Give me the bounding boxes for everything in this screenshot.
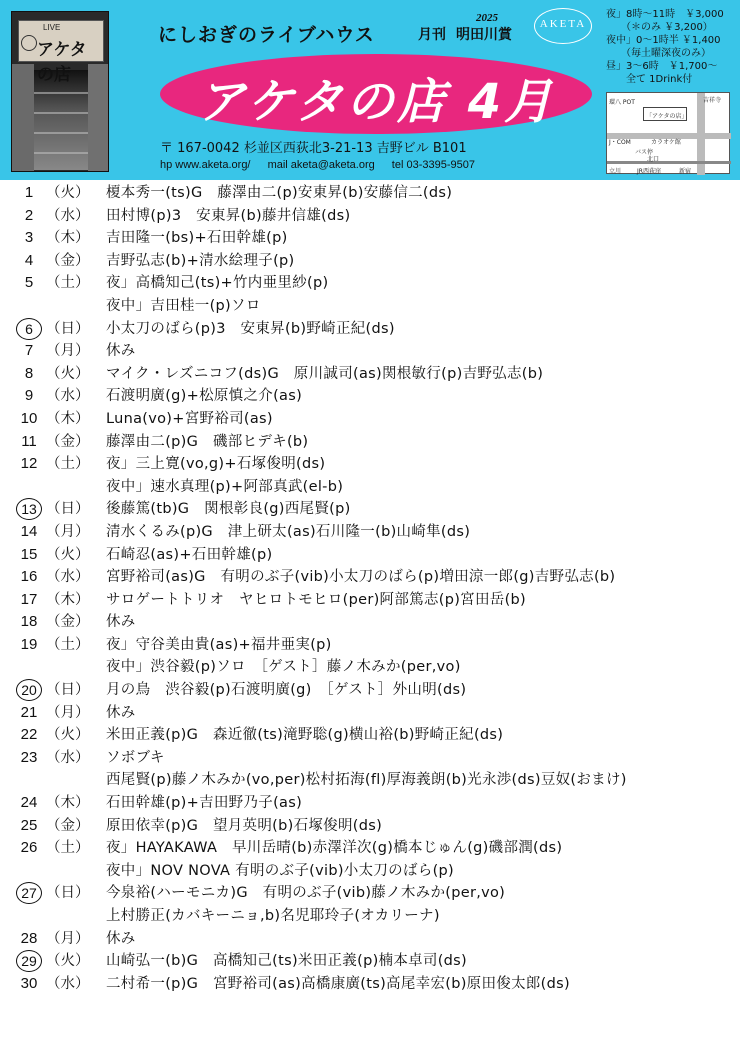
date-number: 4: [24, 251, 34, 269]
schedule-line: [0, 589, 740, 612]
schedule-line: [0, 498, 740, 521]
performer-lineup: 石田幹雄(p)+吉田野乃子(as): [106, 795, 303, 812]
day-of-week: （火）: [46, 727, 90, 744]
monthly-label: 月刊: [418, 27, 446, 43]
day-of-week: （日）: [46, 501, 90, 518]
schedule-entry: [0, 205, 740, 228]
map-label: 新宿: [679, 168, 692, 175]
subtitle: にしおぎのライブハウス: [158, 24, 375, 46]
schedule-entry: [0, 973, 740, 996]
day-of-week: （月）: [46, 343, 90, 360]
day-of-week: （土）: [46, 456, 90, 473]
date-number: 5: [24, 274, 34, 292]
performer-lineup: マイク・レズニコフ(ds)G 原川誠司(as)関根敏行(p)吉野弘志(b): [106, 365, 544, 382]
day-of-week: （火）: [46, 365, 90, 382]
day-of-week: （金）: [46, 252, 90, 269]
map-label: カラオケ館: [651, 139, 681, 146]
performer-lineup: 山崎弘一(b)G 高橋知己(ts)米田正義(p)楠本卓司(ds): [106, 953, 467, 970]
logo-text: AKETA: [539, 18, 587, 30]
date-number: 16: [20, 568, 38, 586]
schedule-line: [0, 205, 740, 228]
date-number-circled: 29: [16, 950, 42, 972]
day-of-week: （火）: [46, 546, 90, 563]
performer-lineup: 夜中」渋谷毅(p)ソロ ［ゲスト］藤ノ木みか(per,vo): [106, 659, 461, 676]
access-map: [606, 92, 730, 174]
schedule-line: [0, 815, 740, 838]
schedule-line: [0, 544, 740, 567]
day-of-week: （木）: [46, 795, 90, 812]
schedule-line: [0, 724, 740, 747]
schedule-entry: [0, 837, 740, 882]
map-label: 立川: [609, 168, 622, 175]
day-of-week: （木）: [46, 410, 90, 427]
day-of-week: （金）: [46, 614, 90, 631]
schedule-entry: [0, 272, 740, 317]
date-number: 7: [24, 342, 34, 360]
schedule-line: [0, 950, 740, 973]
price-row: （＊のみ ￥3,200）: [606, 22, 713, 33]
performer-lineup: サロゲートトリオ ヤヒロトモヒロ(per)阿部篤志(p)宮田岳(b): [106, 591, 526, 608]
day-of-week: （水）: [46, 975, 90, 992]
schedule-line-continued: [0, 656, 740, 679]
map-railway: [607, 161, 731, 164]
date-number: 26: [20, 839, 38, 857]
schedule-entry: [0, 815, 740, 838]
performer-lineup: 休み: [106, 343, 136, 360]
date-number: 28: [20, 929, 38, 947]
schedule-entry: [0, 408, 740, 431]
performer-lineup: 吉野弘志(b)+清水絵理子(p): [106, 252, 295, 269]
map-venue-box: [643, 107, 687, 121]
performer-lineup: 原田依幸(p)G 望月英明(b)石塚俊明(ds): [106, 817, 383, 834]
schedule-line: [0, 792, 740, 815]
price-row: 夜中」0〜1時半 ￥1,400: [606, 35, 721, 46]
date-number: 23: [20, 748, 38, 766]
performer-lineup: 西尾賢(p)藤ノ木みか(vo,per)松村拓海(fl)厚海義朗(b)光永渉(ds)豆奴(おまけ): [106, 772, 627, 789]
photo-sign-name: アケタの店: [37, 40, 87, 85]
schedule-entry: [0, 182, 740, 205]
map-label: 環八 POT: [609, 99, 635, 106]
schedule-line: [0, 928, 740, 951]
schedule-line: [0, 408, 740, 431]
schedule-entry: [0, 634, 740, 679]
date-number: 1: [24, 184, 34, 201]
day-of-week: （土）: [46, 275, 90, 292]
day-of-week: （月）: [46, 930, 90, 947]
photo-wall-left: [12, 64, 34, 172]
photo-stair-step: [34, 132, 88, 134]
schedule-line: [0, 453, 740, 476]
schedule-line: [0, 250, 740, 273]
schedule-entry: [0, 385, 740, 408]
date-number: 30: [20, 974, 38, 992]
day-of-week: （土）: [46, 840, 90, 857]
price-list: [606, 8, 738, 86]
schedule-entry: [0, 544, 740, 567]
schedule-line: [0, 272, 740, 295]
date-number: 10: [20, 409, 38, 427]
schedule-entry: [0, 340, 740, 363]
award-label: 明田川賞: [456, 27, 512, 43]
schedule-entry: [0, 702, 740, 725]
schedule-entry: [0, 611, 740, 634]
day-of-week: （水）: [46, 207, 90, 224]
year-label: 2025: [476, 12, 498, 24]
price-row: 夜」8時〜11時 ￥3,000: [606, 9, 724, 20]
day-of-week: （金）: [46, 433, 90, 450]
schedule-line: [0, 882, 740, 905]
title-oval: [160, 54, 592, 134]
schedule-line-continued: [0, 295, 740, 318]
schedule-entry: [0, 521, 740, 544]
schedule-line: [0, 385, 740, 408]
schedule-line: [0, 702, 740, 725]
day-of-week: （水）: [46, 388, 90, 405]
schedule-entry: [0, 679, 740, 702]
date-number: 22: [20, 726, 38, 744]
schedule-line: [0, 431, 740, 454]
schedule-line: [0, 318, 740, 341]
schedule-line: [0, 340, 740, 363]
map-label: バス停: [635, 149, 654, 156]
day-of-week: （木）: [46, 230, 90, 247]
performer-lineup: 休み: [106, 614, 136, 631]
schedule-line-continued: [0, 769, 740, 792]
performer-lineup: 夜」三上寛(vo,g)+石塚俊明(ds): [106, 456, 326, 473]
venue-address: 〒 167-0042 杉並区西荻北3-21-13 吉野ビル B101: [160, 141, 467, 156]
schedule-entry: [0, 498, 740, 521]
map-label: 北口: [647, 156, 660, 163]
day-of-week: （水）: [46, 749, 90, 766]
performer-lineup: 月の鳥 渋谷毅(p)石渡明廣(g) ［ゲスト］外山明(ds): [106, 682, 467, 699]
performer-lineup: 夜中」吉田桂一(p)ソロ: [106, 297, 261, 314]
date-number: 11: [21, 432, 37, 450]
date-number-circled: 6: [16, 318, 42, 340]
performer-lineup: 夜中」NOV NOVA 有明のぶ子(vib)小太刀のばら(p): [106, 862, 455, 879]
performer-lineup: 清水くるみ(p)G 津上研太(as)石川隆一(b)山崎隼(ds): [106, 523, 471, 540]
photo-stair-step: [34, 152, 88, 154]
photo-stair-step: [34, 92, 88, 94]
performer-lineup: 石崎忍(as)+石田幹雄(p): [106, 546, 273, 563]
schedule-line: [0, 521, 740, 544]
performer-lineup: ソボブキ: [106, 749, 165, 766]
date-number: 2: [24, 206, 34, 224]
performer-lineup: 吉田隆一(bs)+石田幹雄(p): [106, 230, 288, 247]
photo-sign-logo-icon: [21, 35, 37, 51]
date-number: 21: [20, 703, 38, 721]
performer-lineup: 今泉裕(ハーモニカ)G 有明のぶ子(vib)藤ノ木みか(per,vo): [106, 885, 506, 902]
performer-lineup: 小太刀のばら(p)3 安東昇(b)野崎正紀(ds): [106, 320, 395, 337]
venue-entrance-photo: [11, 11, 109, 172]
schedule-entry: [0, 318, 740, 341]
map-label: J・COM: [609, 139, 631, 146]
day-of-week: （日）: [46, 885, 90, 902]
schedule-line: [0, 182, 740, 205]
schedule-entry: [0, 747, 740, 792]
schedule-line: [0, 566, 740, 589]
page-title: アケタの店 4月: [196, 74, 556, 130]
aketa-logo: [534, 8, 592, 44]
schedule-entry: [0, 363, 740, 386]
day-of-week: （水）: [46, 569, 90, 586]
day-of-week: （木）: [46, 591, 90, 608]
performer-lineup: 夜」HAYAKAWA 早川岳晴(b)赤澤洋次(g)橋本じゅん(g)磯部潤(ds): [106, 840, 563, 857]
performer-lineup: 榎本秀一(ts)G 藤澤由二(p)安東昇(b)安藤信二(ds): [106, 185, 453, 201]
photo-shop-sign: [18, 20, 104, 85]
schedule-entry: [0, 566, 740, 589]
map-label: 吉祥寺: [703, 97, 722, 104]
photo-stair-step: [34, 112, 88, 114]
schedule-entry: [0, 950, 740, 973]
date-number-circled: 20: [16, 679, 42, 701]
schedule-line: [0, 973, 740, 996]
schedule-line: [0, 747, 740, 770]
date-number: 17: [20, 590, 38, 608]
performer-lineup: 藤澤由二(p)G 磯部ヒデキ(b): [106, 433, 309, 450]
day-of-week: （月）: [46, 523, 90, 540]
performer-lineup: 休み: [106, 704, 136, 721]
map-label: JR西荻窪: [637, 168, 661, 175]
phone-number: tel 03-3395-9507: [391, 159, 475, 171]
schedule-entry: [0, 431, 740, 454]
day-of-week: （日）: [46, 320, 90, 337]
contact-info: [160, 159, 489, 171]
date-number: 3: [24, 229, 34, 247]
performer-lineup: 後藤篤(tb)G 関根彰良(g)西尾賢(p): [106, 501, 351, 518]
schedule-line: [0, 611, 740, 634]
schedule-entry: [0, 724, 740, 747]
date-number: 8: [24, 364, 34, 382]
performer-lineup: Luna(vo)+宮野裕司(as): [106, 410, 273, 427]
performer-lineup: 米田正義(p)G 森近徹(ts)滝野聡(g)横山裕(b)野崎正紀(ds): [106, 727, 504, 744]
day-of-week: （金）: [46, 817, 90, 834]
date-number: 24: [20, 794, 38, 812]
date-number: 25: [20, 816, 38, 834]
performer-lineup: 石渡明廣(g)+松原慎之介(as): [106, 388, 303, 405]
homepage-link[interactable]: hp www.aketa.org/: [160, 159, 251, 171]
date-number: 14: [20, 522, 38, 540]
schedule-line: [0, 227, 740, 250]
day-of-week: （火）: [46, 953, 90, 970]
schedule-entry: [0, 792, 740, 815]
price-row: 全て 1Drink付: [606, 74, 693, 85]
date-number-circled: 27: [16, 882, 42, 904]
date-number: 12: [20, 455, 38, 473]
photo-stairs: [34, 70, 88, 170]
day-of-week: （月）: [46, 704, 90, 721]
schedule-entry: [0, 882, 740, 927]
date-number: 15: [20, 545, 38, 563]
day-of-week: （日）: [46, 682, 90, 699]
performer-lineup: 休み: [106, 930, 136, 947]
day-of-week: （火）: [46, 185, 90, 201]
monthly-schedule: [0, 182, 740, 995]
map-label: 「アケタの店」: [646, 113, 688, 120]
performer-lineup: 上村勝正(カバキーニョ,b)名児耶玲子(オカリーナ): [106, 908, 440, 924]
day-of-week: （土）: [46, 636, 90, 653]
performer-lineup: 田村博(p)3 安東昇(b)藤井信雄(ds): [106, 207, 351, 224]
date-number: 19: [20, 635, 38, 653]
date-number: 18: [20, 613, 38, 631]
price-row: 昼」3〜6時 ￥1,700〜: [606, 61, 718, 72]
schedule-entry: [0, 227, 740, 250]
schedule-line-continued: [0, 476, 740, 499]
schedule-line: [0, 837, 740, 860]
performer-lineup: 夜」守谷美由貴(as)+福井亜実(p): [106, 636, 332, 653]
schedule-entry: [0, 453, 740, 498]
schedule-entry: [0, 250, 740, 273]
performer-lineup: 夜」高橋知己(ts)+竹内亜里紗(p): [106, 275, 329, 292]
schedule-entry: [0, 928, 740, 951]
performer-lineup: 夜中」速水真理(p)+阿部真武(el-b): [106, 478, 344, 495]
schedule-line: [0, 679, 740, 702]
schedule-entry: [0, 589, 740, 612]
performer-lineup: 二村希一(p)G 宮野裕司(as)高橋康廣(ts)高尾幸宏(b)原田俊太郎(ds): [106, 975, 570, 992]
schedule-line: [0, 634, 740, 657]
header-banner: [0, 0, 740, 180]
schedule-line: [0, 363, 740, 386]
price-row: （毎土曜深夜のみ）: [606, 48, 711, 59]
date-number-circled: 13: [16, 498, 42, 520]
mail-link[interactable]: mail aketa@aketa.org: [267, 159, 375, 171]
photo-sign-live: LIVE: [43, 23, 61, 32]
schedule-line-continued: [0, 905, 740, 928]
date-number: 9: [24, 387, 34, 405]
performer-lineup: 宮野裕司(as)G 有明のぶ子(vib)小太刀のばら(p)増田涼一郎(g)吉野弘志(b): [106, 569, 616, 586]
schedule-line-continued: [0, 860, 740, 883]
